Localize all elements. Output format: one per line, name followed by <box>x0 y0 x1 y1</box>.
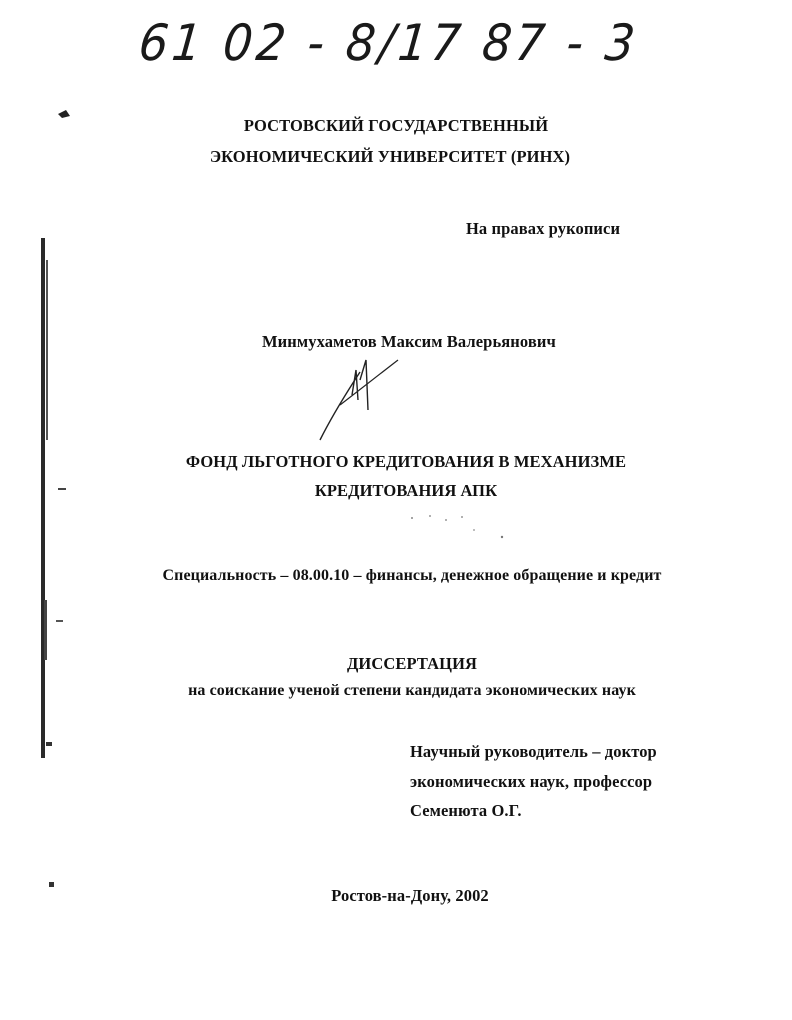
speckle <box>501 536 503 538</box>
work-type: ДИССЕРТАЦИЯ <box>346 654 478 673</box>
speckle <box>429 515 431 517</box>
title-line-2: КРЕДИТОВАНИЯ АПК <box>314 481 498 500</box>
manuscript-note: На правах рукописи <box>466 219 621 238</box>
institution-line-2: ЭКОНОМИЧЕСКИЙ УНИВЕРСИТЕТ (РИНХ) <box>209 147 571 166</box>
speckle <box>411 517 413 519</box>
supervisor-line-2: экономических наук, профессор <box>410 772 653 791</box>
author-name: Минмухаметов Максим Валерьянович <box>262 332 556 351</box>
institution-line-1: РОСТОВСКИЙ ГОСУДАРСТВЕННЫЙ <box>243 116 549 135</box>
speckle <box>445 519 447 521</box>
speckle <box>461 516 463 518</box>
specialty-line: Специальность – 08.00.10 – финансы, денежное обращение и кредит <box>162 567 662 584</box>
speckle <box>473 529 475 531</box>
place-and-year: Ростов-на-Дону, 2002 <box>331 886 489 905</box>
degree-line: на соискание ученой степени кандидата экономических наук <box>188 682 636 699</box>
title-line-1: ФОНД ЛЬГОТНОГО КРЕДИТОВАНИЯ В МЕХАНИЗМЕ <box>185 452 627 471</box>
handwritten-registration-number: 61 02 - 8/17 87 - 3 <box>136 14 642 72</box>
supervisor-name: Семенюта О.Г. <box>410 801 522 820</box>
supervisor-line-1: Научный руководитель – доктор <box>410 742 657 761</box>
